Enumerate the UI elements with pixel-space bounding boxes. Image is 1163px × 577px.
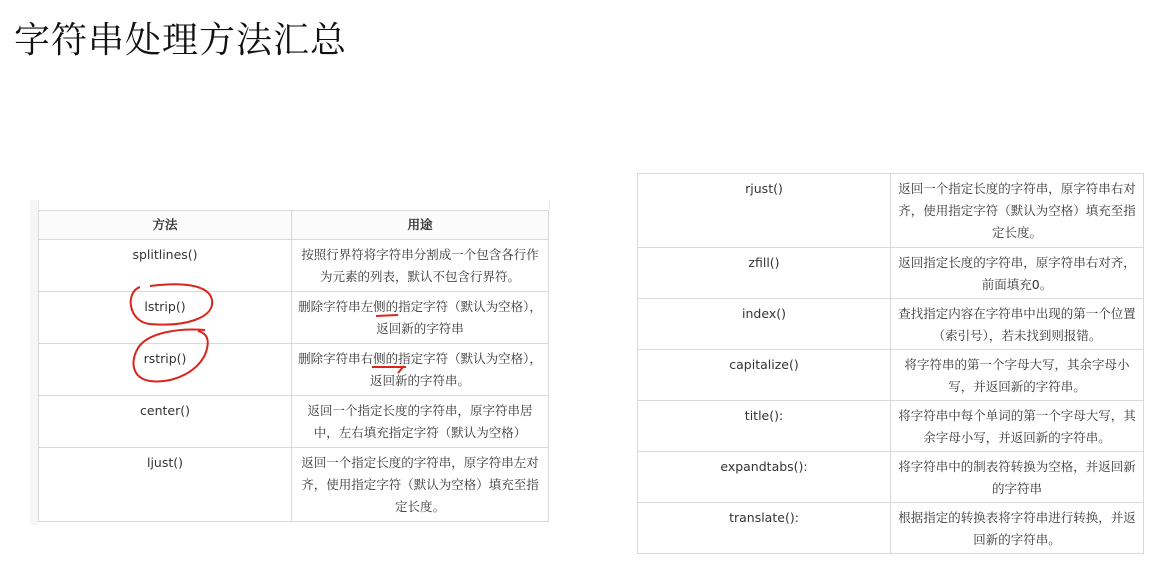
left-methods-table — [38, 210, 549, 522]
method-cell: title(): — [638, 401, 891, 452]
method-cell: rstrip() — [39, 344, 292, 396]
left-gutter — [30, 200, 38, 525]
table-row — [638, 401, 1144, 452]
description-cell: 按照行界符将字符串分割成一个包含各行作为元素的列表，默认不包含行界符。 — [292, 240, 549, 292]
table-row — [638, 503, 1144, 554]
description-cell: 返回指定长度的字符串，原字符串右对齐，前面填充0。 — [891, 248, 1144, 299]
table-row — [638, 299, 1144, 350]
column-header-usage: 用途 — [292, 211, 549, 240]
description-cell: 返回一个指定长度的字符串，原字符串右对齐，使用指定字符（默认为空格）填充至指定长度。 — [891, 174, 1144, 248]
table-row — [39, 344, 549, 396]
page-title: 字符串处理方法汇总 — [14, 20, 348, 61]
method-cell: ljust() — [39, 448, 292, 522]
description-cell: 返回一个指定长度的字符串，原字符串居中，左右填充指定字符（默认为空格） — [292, 396, 549, 448]
table-row — [39, 396, 549, 448]
table-row — [638, 248, 1144, 299]
table-row — [39, 292, 549, 344]
method-cell: expandtabs(): — [638, 452, 891, 503]
description-cell: 查找指定内容在字符串中出现的第一个位置（索引号），若未找到则报错。 — [891, 299, 1144, 350]
method-cell: lstrip() — [39, 292, 292, 344]
table-top-edge — [38, 200, 550, 209]
table-row — [638, 452, 1144, 503]
method-cell: splitlines() — [39, 240, 292, 292]
description-cell: 删除字符串左侧的指定字符（默认为空格），返回新的字符串 — [292, 292, 549, 344]
table-row — [638, 174, 1144, 248]
description-cell: 将字符串中每个单词的第一个字母大写，其余字母小写，并返回新的字符串。 — [891, 401, 1144, 452]
description-cell: 将字符串的第一个字母大写，其余字母小写，并返回新的字符串。 — [891, 350, 1144, 401]
method-cell: rjust() — [638, 174, 891, 248]
description-cell: 根据指定的转换表将字符串进行转换，并返回新的字符串。 — [891, 503, 1144, 554]
description-cell: 返回一个指定长度的字符串，原字符串左对齐，使用指定字符（默认为空格）填充至指定长度。 — [292, 448, 549, 522]
description-cell: 删除字符串右侧的指定字符（默认为空格），返回新的字符串。 — [292, 344, 549, 396]
method-cell: translate(): — [638, 503, 891, 554]
column-header-method: 方法 — [39, 211, 292, 240]
description-cell: 将字符串中的制表符转换为空格，并返回新的字符串 — [891, 452, 1144, 503]
table-row — [39, 240, 549, 292]
table-row — [638, 350, 1144, 401]
right-methods-table — [637, 173, 1144, 554]
method-cell: zfill() — [638, 248, 891, 299]
method-cell: capitalize() — [638, 350, 891, 401]
method-cell: index() — [638, 299, 891, 350]
table-row — [39, 448, 549, 522]
method-cell: center() — [39, 396, 292, 448]
